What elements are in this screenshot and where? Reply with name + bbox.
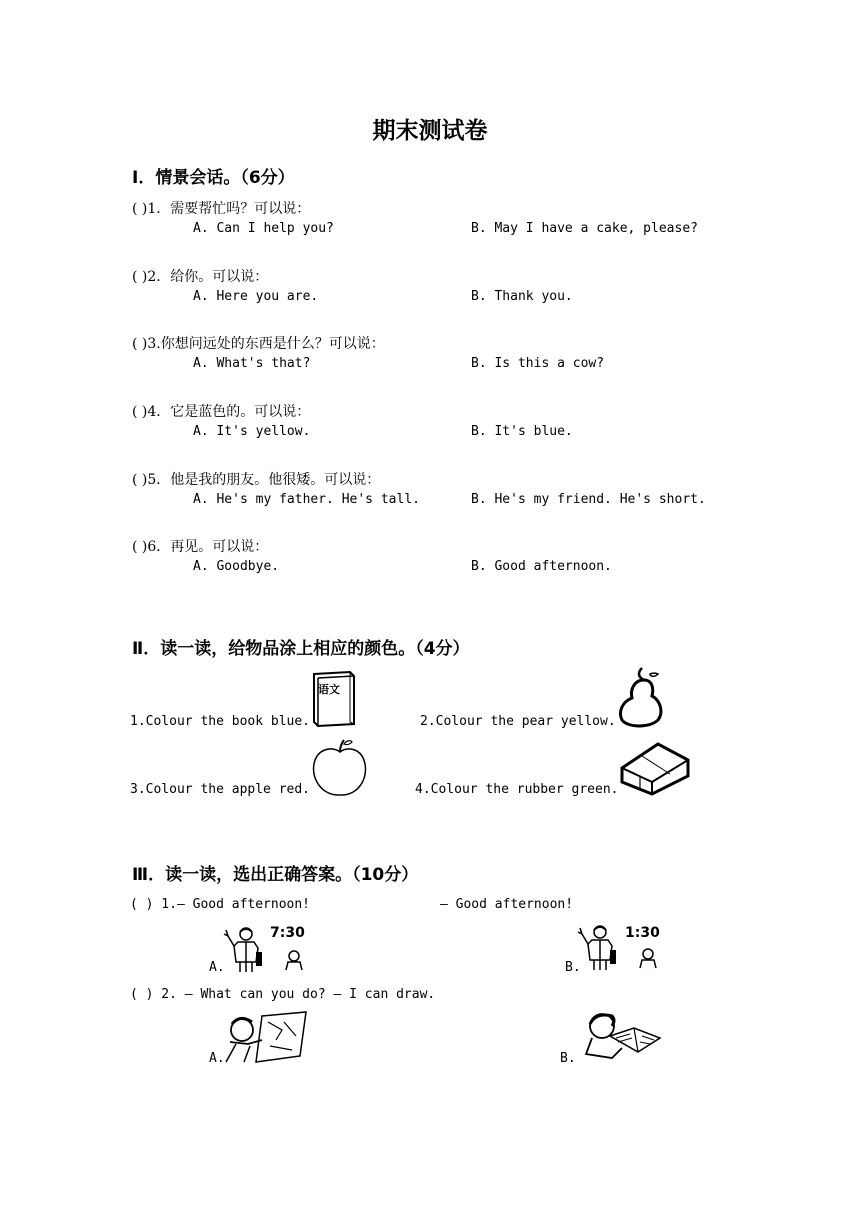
question-4-option-b[interactable]: B. It's blue. [471, 424, 573, 439]
question-2-prompt: ( )2．给你。可以说： [132, 269, 269, 285]
reading-question-1-reply: – Good afternoon! [440, 897, 574, 912]
colour-item-4-text: 4.Colour the rubber green. [415, 782, 619, 797]
drawing-child-image[interactable] [222, 1010, 310, 1064]
reading-q1-option-b-label[interactable]: B. [565, 960, 581, 975]
book-icon [310, 670, 358, 728]
apple-icon [311, 738, 369, 798]
question-5-option-b[interactable]: B. He's my friend. He's short. [471, 492, 706, 507]
clock-time-b: 1:30 [625, 925, 660, 941]
reading-child-image[interactable] [572, 1008, 662, 1064]
question-4-option-a[interactable]: A. It's yellow. [193, 424, 311, 439]
question-2-option-a[interactable]: A. Here you are. [193, 289, 319, 304]
pear-icon [614, 666, 666, 730]
reading-question-2: ( ) 2. — What can you do? – I can draw. [130, 987, 436, 1002]
question-1-option-b[interactable]: B. May I have a cake, please? [471, 221, 698, 236]
book-cover-label: 语文 [318, 683, 340, 696]
question-3-prompt: ( )3.你想问远处的东西是什么？可以说： [132, 336, 385, 352]
question-4-prompt: ( )4．它是蓝色的。可以说： [132, 404, 311, 420]
reading-question-1: ( ) 1.— Good afternoon! [130, 897, 311, 912]
clock-time-a: 7:30 [270, 925, 305, 941]
reading-q2-option-a-label[interactable]: A. [209, 1051, 225, 1066]
question-5-prompt: ( )5．他是我的朋友。他很矮。可以说： [132, 472, 381, 488]
section-3-heading: Ⅲ．读一读，选出正确答案。（10分） [132, 865, 419, 885]
page-title: 期末测试卷 [372, 118, 488, 144]
question-3-option-a[interactable]: A. What's that? [193, 356, 311, 371]
rubber-icon [618, 738, 692, 796]
section-2-heading: Ⅱ．读一读，给物品涂上相应的颜色。（4分） [132, 639, 470, 659]
question-6-prompt: ( )6．再见。可以说： [132, 539, 269, 555]
question-1-option-a[interactable]: A. Can I help you? [193, 221, 334, 236]
question-6-option-b[interactable]: B. Good afternoon. [471, 559, 612, 574]
section-1-heading: Ⅰ．情景会话。（6分） [132, 168, 295, 188]
question-2-option-b[interactable]: B. Thank you. [471, 289, 573, 304]
colour-item-2-text: 2.Colour the pear yellow. [420, 714, 616, 729]
question-5-option-a[interactable]: A. He's my father. He's tall. [193, 492, 420, 507]
colour-item-1-text: 1.Colour the book blue. [130, 714, 311, 729]
question-1-prompt: ( )1．需要帮忙吗？可以说： [132, 201, 311, 217]
reading-q2-option-b-label[interactable]: B. [560, 1051, 576, 1066]
reading-q1-option-a-label[interactable]: A. [209, 960, 225, 975]
colour-item-3-text: 3.Colour the apple red. [130, 782, 311, 797]
question-3-option-b[interactable]: B. Is this a cow? [471, 356, 605, 371]
question-6-option-a[interactable]: A. Goodbye. [193, 559, 280, 574]
